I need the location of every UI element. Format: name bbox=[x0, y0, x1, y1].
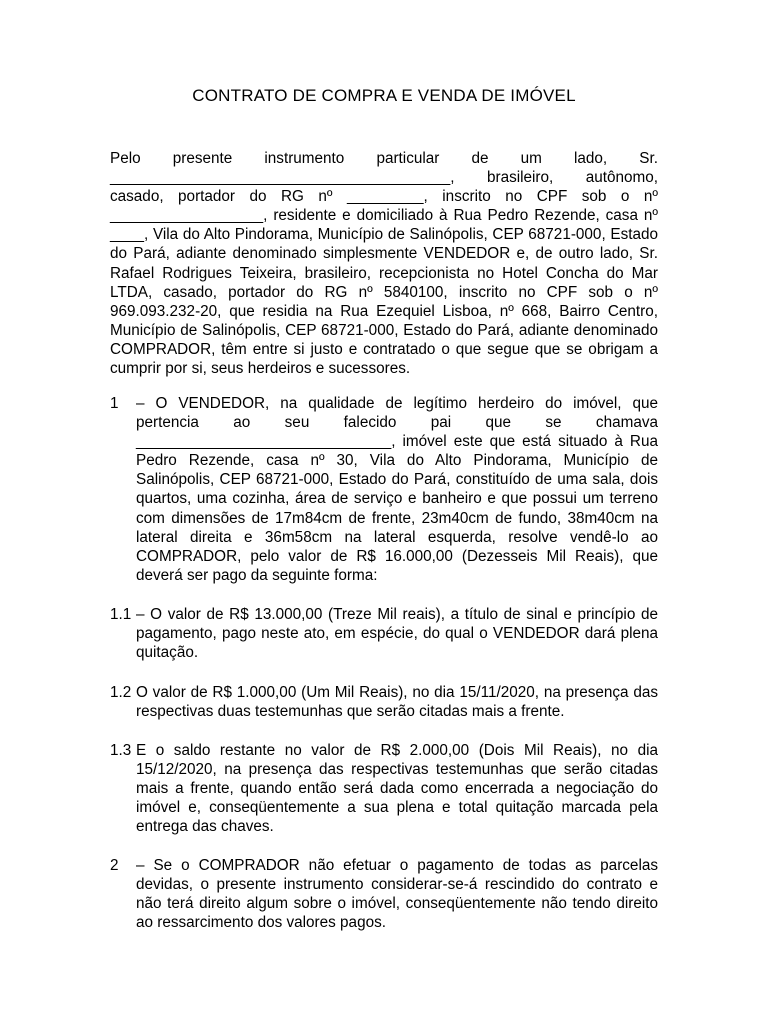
clause-number: 1.2 bbox=[110, 684, 132, 701]
clause-1-3 bbox=[110, 741, 658, 836]
clause-1-1 bbox=[110, 605, 658, 662]
clause-number: 2 bbox=[110, 857, 119, 874]
clause-text: – O VENDEDOR, na qualidade de legítimo herdeiro do imóvel, que pertencia ao seu falecido pai que se chamava ______________________________, imóvel este que está situado à Rua Pedro Rezende, casa nº 30, Vila do Alto Pindorama, Município de Salinópolis, CEP 68721-000, Estado do Pará, constituído de uma sala, dois quartos, uma cozinha, área de serviço e banheiro e que possui um terreno com dimensões de 17m84cm de frente, 23m40cm de fundo, 38m40cm na lateral direita e 36m58cm na lateral esquerda, resolve vendê-lo ao COMPRADOR, pelo valor de R$ 16.000,00 (Dezesseis Mil Reais), que deverá ser pago da seguinte forma: bbox=[136, 395, 658, 584]
clause-number: 1.1 bbox=[110, 606, 132, 623]
clause-number: 1.3 bbox=[110, 742, 132, 759]
clause-number: 1 bbox=[110, 395, 119, 412]
document-title: CONTRATO DE COMPRA E VENDA DE IMÓVEL bbox=[192, 86, 576, 105]
clause-text: O valor de R$ 1.000,00 (Um Mil Reais), no dia 15/11/2020, na presença das respectivas duas testemunhas que serão citadas mais a frente. bbox=[136, 684, 658, 721]
clause-2 bbox=[110, 856, 658, 932]
clause-text: E o saldo restante no valor de R$ 2.000,00 (Dois Mil Reais), no dia 15/12/2020, na presença das respectivas testemunhas que serão citadas mais a frente, quando então será dada como encerrada a negociação do imóvel e, conseqüentemente a sua plena e total quitação marcada pela entrega das chaves. bbox=[136, 742, 658, 836]
clause-1 bbox=[110, 394, 658, 585]
intro-paragraph: Pelo presente instrumento particular de um lado, Sr. ________________________________________, brasileiro, autônomo, casado, portador do RG nº _________, inscrito no CPF sob o nº __________________, residente e domiciliado à Rua Pedro Rezende, casa nº ____, Vila do Alto Pindorama, Município de Salinópolis, CEP 68721-000, Estado do Pará, adiante denominado simplesmente VENDEDOR e, de outro lado, Sr. Rafael Rodrigues Teixeira, brasileiro, recepcionista no Hotel Concha do Mar LTDA, casado, portador do RG nº 5840100, inscrito no CPF sob o nº 969.093.232-20, que residia na Rua Ezequiel Lisboa, nº 668, Bairro Centro, Município de Salinópolis, CEP 68721-000, Estado do Pará, adiante denominado COMPRADOR, têm entre si justo e contratado o que segue que se obrigam a cumprir por si, seus herdeiros e sucessores. bbox=[110, 150, 658, 378]
clause-text: – Se o COMPRADOR não efetuar o pagamento de todas as parcelas devidas, o presente instrumento considerar-se-á rescindido do contrato e não terá direito algum sobre o imóvel, conseqüentemente não tendo direito ao ressarcimento dos valores pagos. bbox=[136, 857, 658, 932]
clause-text: – O valor de R$ 13.000,00 (Treze Mil reais), a título de sinal e princípio de pagamento, pago neste ato, em espécie, do qual o VENDEDOR dará plena quitação. bbox=[136, 606, 658, 662]
clause-1-2 bbox=[110, 683, 658, 721]
